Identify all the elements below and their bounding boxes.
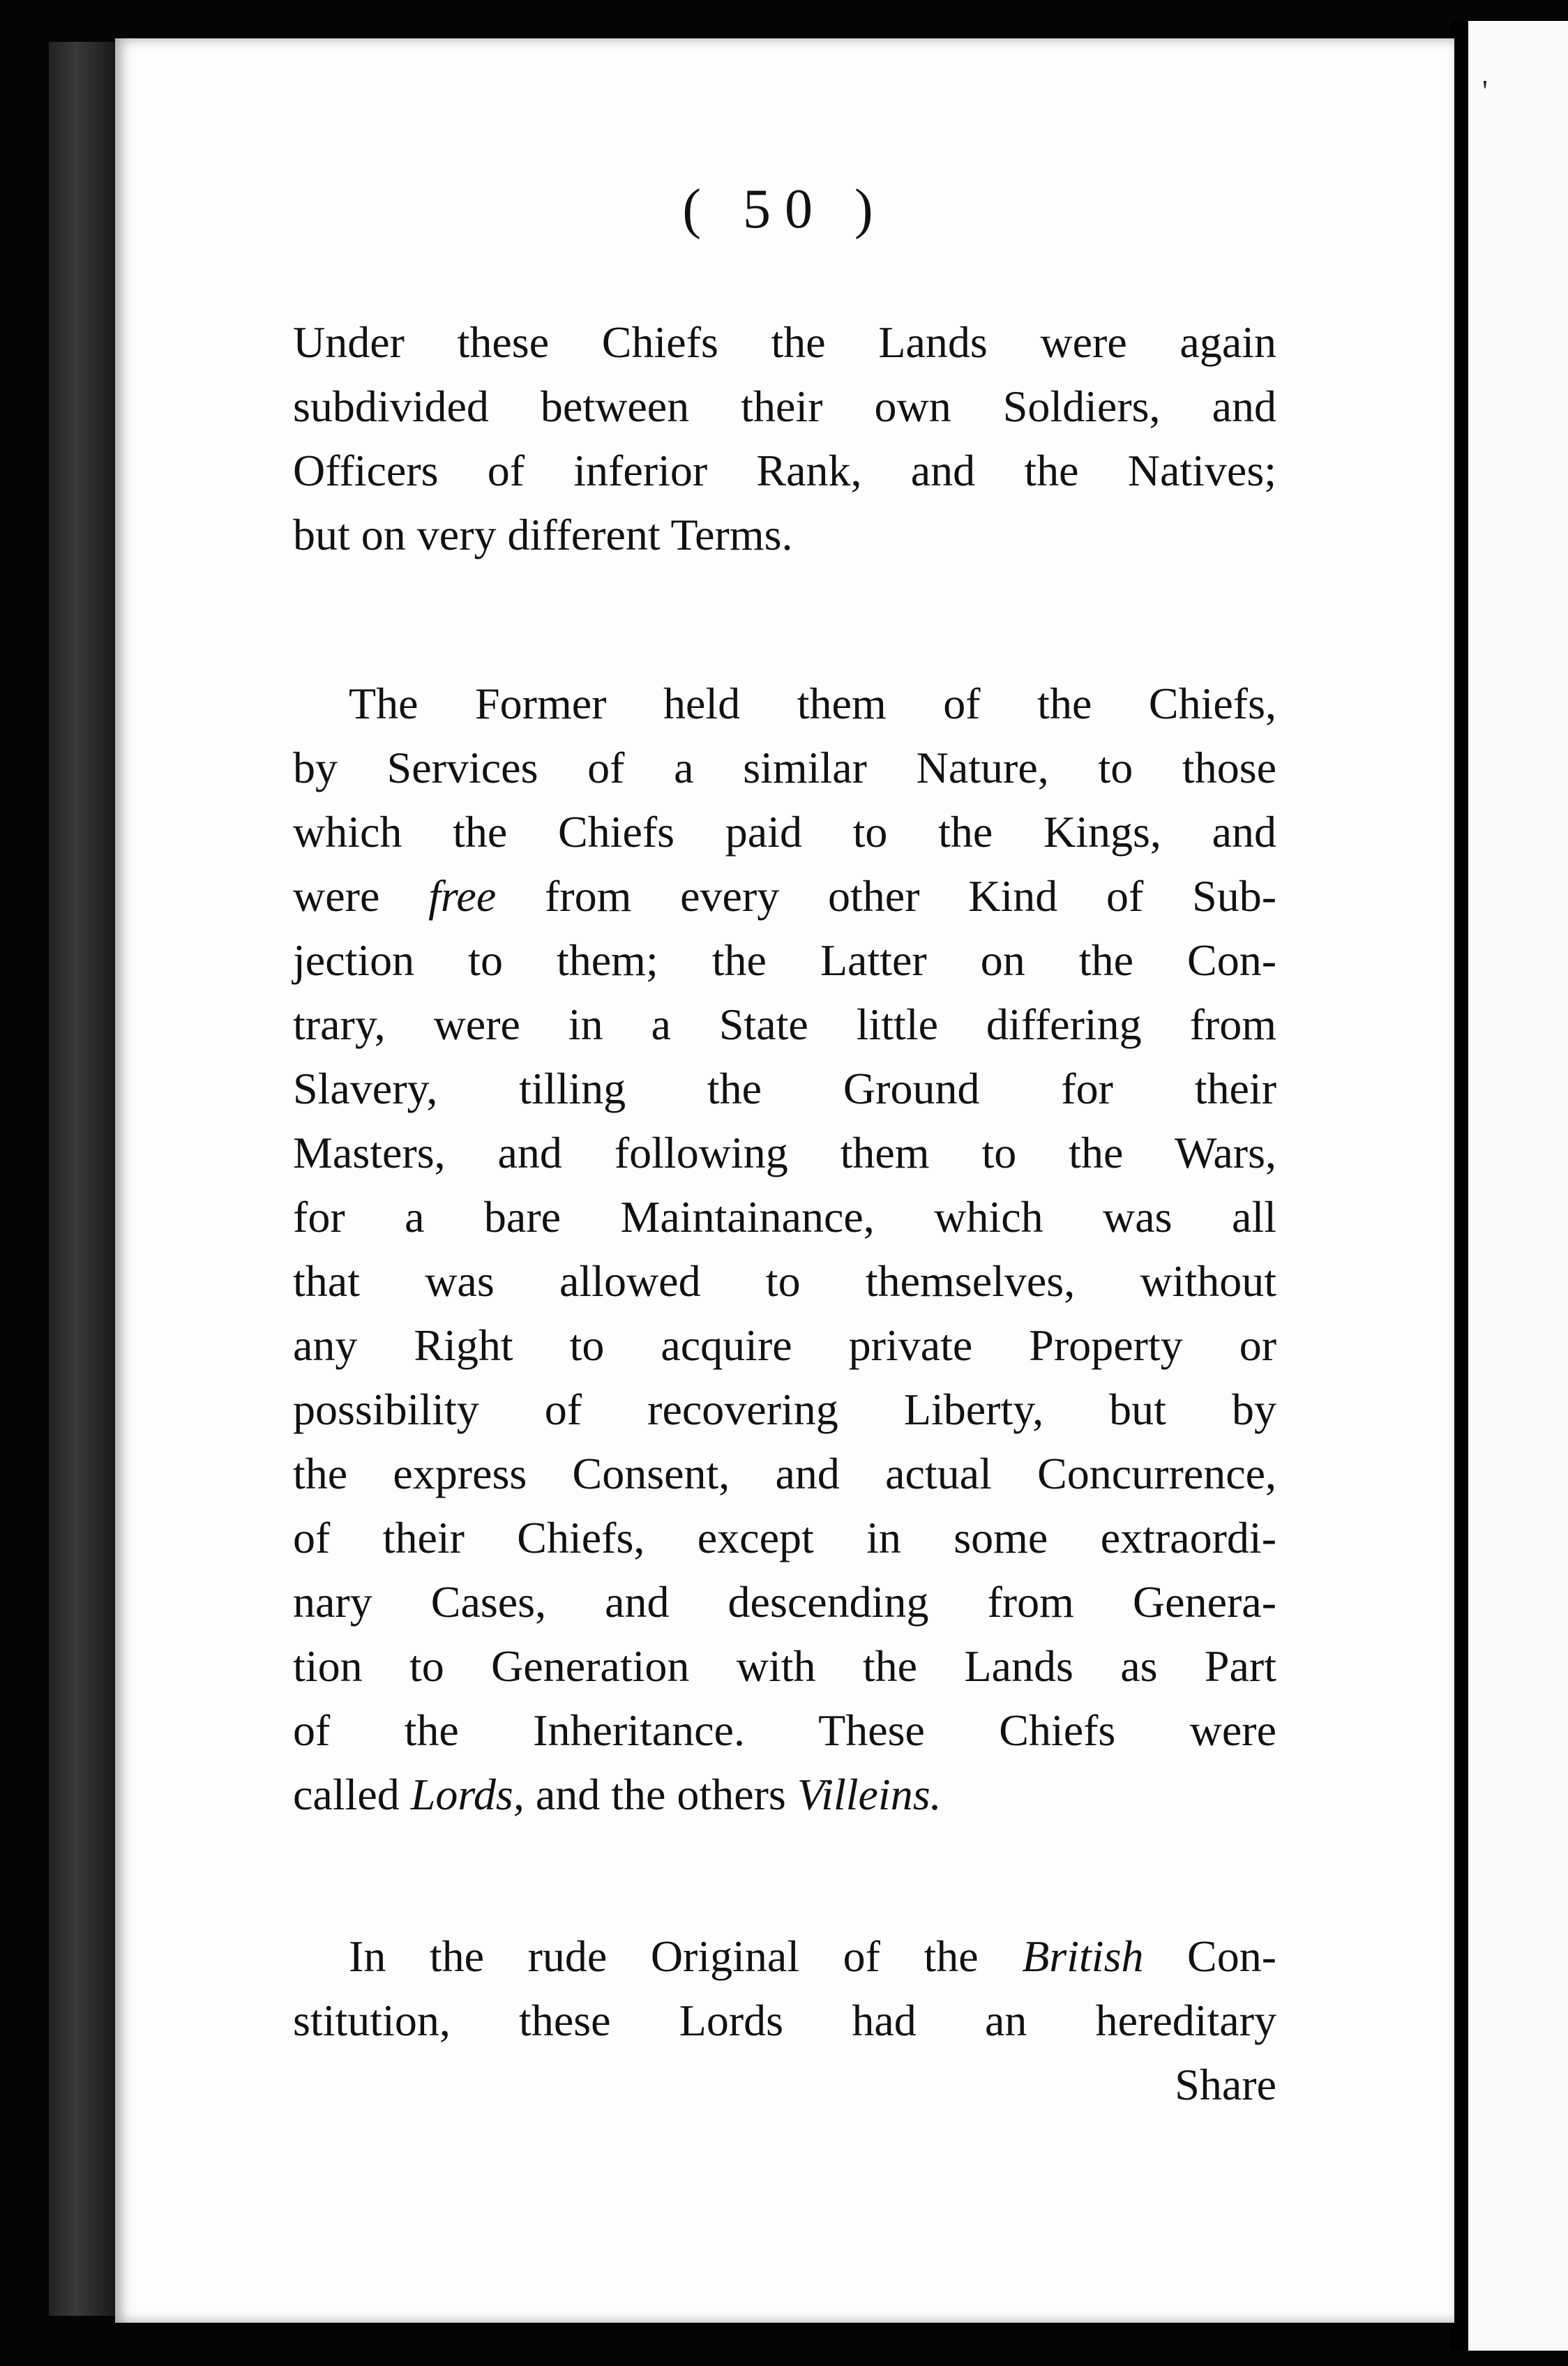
text-line: trary, were in a State little differing from [293, 1000, 1276, 1049]
paragraph-gap [293, 567, 1276, 672]
text-line: subdivided between their own Soldiers, and [293, 382, 1276, 431]
text-line-with-italic [293, 1763, 1276, 1827]
text-line: jection to them; the Latter on the Con- [293, 935, 1276, 985]
text-line: nary Cases, and descending from Genera- [293, 1577, 1276, 1627]
page-number: ( 50 ) [682, 179, 887, 240]
text-line: but on very different Terms. [293, 510, 793, 559]
page-body [293, 310, 1276, 2117]
text-run: and the others [524, 1770, 797, 1819]
italic-word: Villeins. [797, 1770, 942, 1819]
italic-word: free [428, 871, 497, 921]
text-line: which the Chiefs paid to the Kings, and [293, 807, 1276, 857]
text-line: Officers of inferior Rank, and the Natives; [293, 446, 1276, 495]
text-line: any Right to acquire private Property or [293, 1320, 1276, 1370]
text-run: from every other Kind of Sub- [496, 871, 1277, 921]
text-line: for a bare Maintainance, which was all [293, 1192, 1276, 1242]
italic-word: British [1022, 1931, 1144, 1981]
text-line: Under these Chiefs the Lands were again [293, 317, 1276, 367]
text-line: possibility of recovering Liberty, but by [293, 1385, 1276, 1434]
text-line: tion to Generation with the Lands as Part [293, 1641, 1276, 1691]
facing-page-mark: ' [1482, 74, 1488, 108]
text-run: In the rude Original of the [349, 1931, 1023, 1981]
facing-page-edge [1468, 21, 1568, 2351]
text-line: Slavery, tilling the Ground for their [293, 1064, 1276, 1113]
book-binding-edge [49, 42, 119, 2316]
text-run: Con- [1143, 1931, 1277, 1981]
italic-word: Lords, [410, 1770, 525, 1819]
text-line: by Services of a similar Nature, to those [293, 743, 1276, 792]
text-run: called [293, 1770, 411, 1819]
text-line: that was allowed to themselves, without [293, 1256, 1276, 1306]
text-line-with-italic [293, 1924, 1276, 1989]
text-line: Masters, and following them to the Wars, [293, 1128, 1276, 1177]
text-line: of their Chiefs, except in some extraordi- [293, 1513, 1276, 1562]
paragraph-gap [293, 1827, 1276, 1924]
text-line: of the Inheritance. These Chiefs were [293, 1705, 1276, 1755]
text-line: stitution, these Lords had an hereditary [293, 1996, 1276, 2045]
book-page [115, 38, 1454, 2323]
catchword: Share [1175, 2060, 1276, 2109]
text-line: the express Consent, and actual Concurrence, [293, 1449, 1276, 1498]
text-line-with-italic [293, 864, 1276, 928]
text-run: were [293, 871, 429, 921]
text-line: The Former held them of the Chiefs, [349, 679, 1276, 728]
